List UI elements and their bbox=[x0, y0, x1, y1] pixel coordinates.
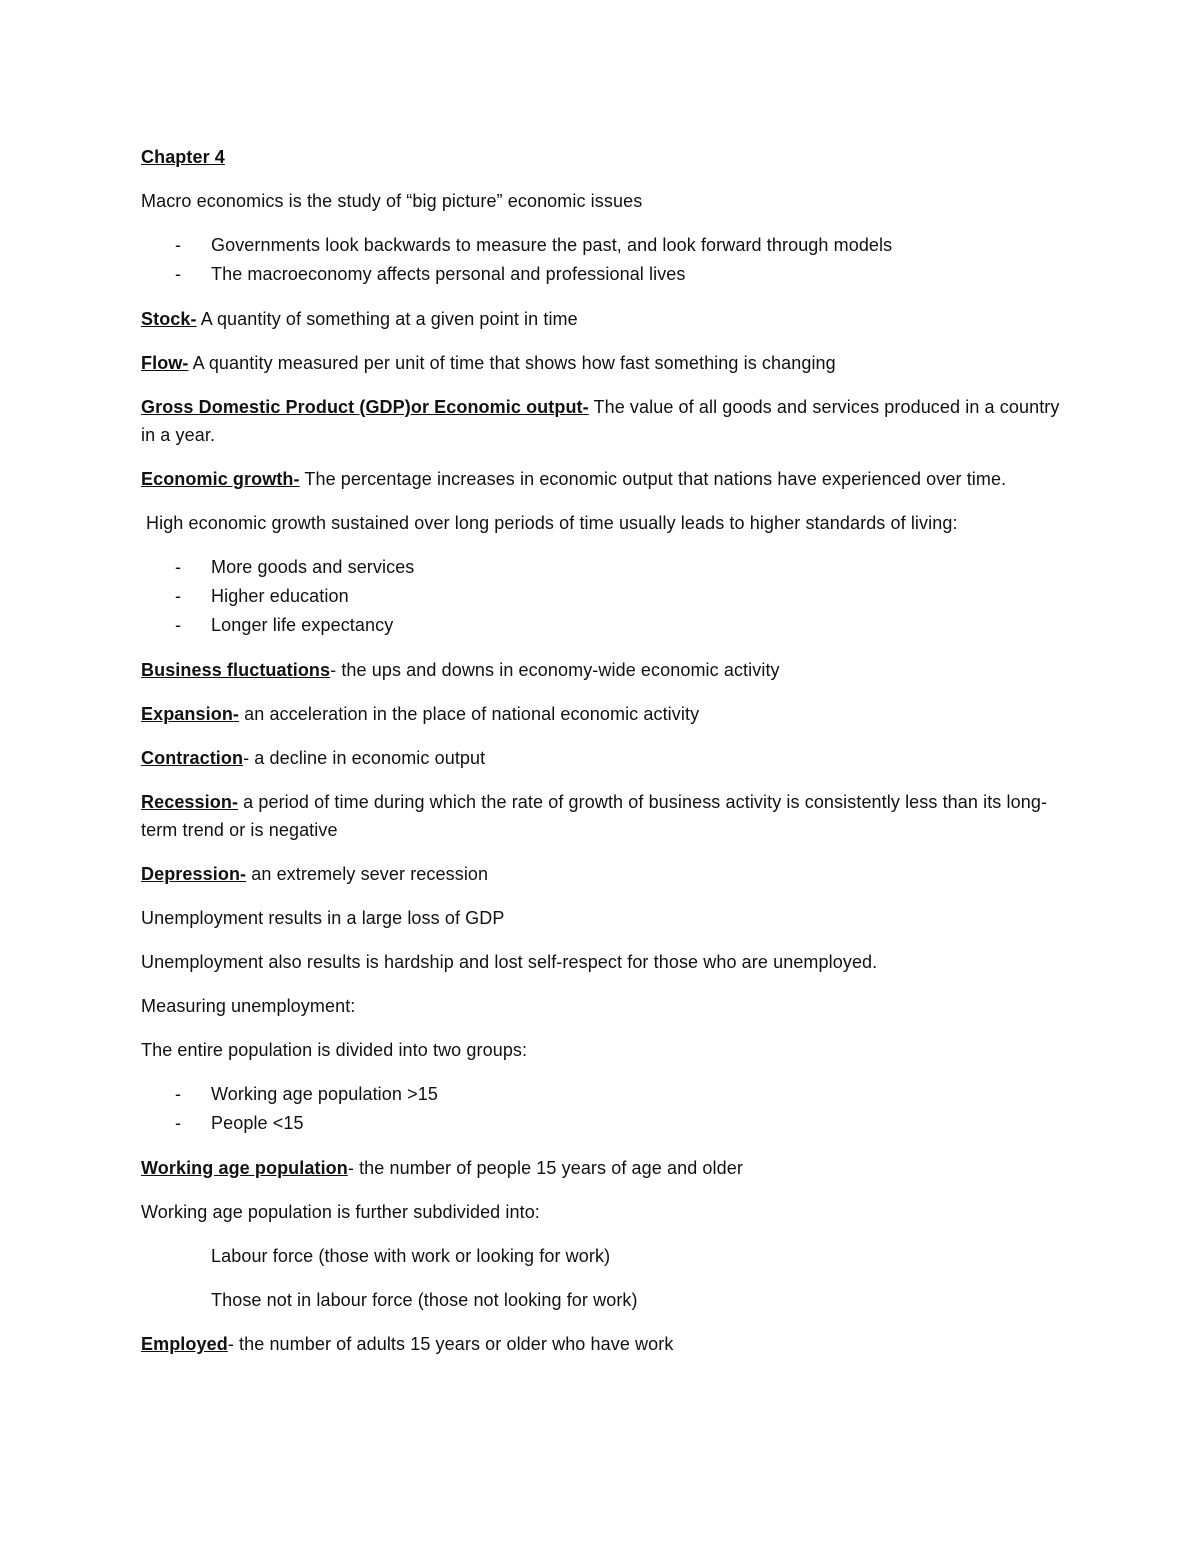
list-item-text: People <15 bbox=[211, 1113, 304, 1133]
term-recession: Recession- bbox=[141, 792, 239, 812]
labour-force-item: Labour force (those with work or looking for work) bbox=[211, 1246, 611, 1266]
list-item-text: Governments look backwards to measure the past, and look forward through models bbox=[211, 235, 893, 255]
definition-economic-growth bbox=[141, 465, 1061, 493]
list-item-text: More goods and services bbox=[211, 557, 415, 577]
list-item-text: Working age population >15 bbox=[211, 1084, 438, 1104]
bullet-dash: - bbox=[175, 557, 182, 577]
unemployment-statement-2: Unemployment also results is hardship and lost self-respect for those who are unemployed. bbox=[141, 952, 878, 972]
growth-bullet-list bbox=[141, 553, 1061, 640]
list-item-text: Longer life expectancy bbox=[211, 615, 394, 635]
intro-paragraph: Macro economics is the study of “big picture” economic issues bbox=[141, 191, 643, 211]
definition-text: The value of all goods and services produced in a country in a year. bbox=[141, 397, 1060, 445]
list-item bbox=[141, 260, 1061, 289]
definition-employed bbox=[141, 1330, 1061, 1358]
definition-text: - the ups and downs in economy-wide economic activity bbox=[330, 660, 780, 680]
list-item bbox=[141, 1080, 1061, 1109]
chapter-title: Chapter 4 bbox=[141, 147, 225, 167]
list-item-text: The macroeconomy affects personal and professional lives bbox=[211, 264, 686, 284]
population-intro: The entire population is divided into two groups: bbox=[141, 1040, 528, 1060]
term-gdp: Gross Domestic Product (GDP)or Economic output- bbox=[141, 397, 589, 417]
definition-text: A quantity measured per unit of time that shows how fast something is changing bbox=[188, 353, 836, 373]
term-depression: Depression- bbox=[141, 864, 247, 884]
definition-flow bbox=[141, 349, 1061, 377]
term-economic-growth: Economic growth- bbox=[141, 469, 300, 489]
growth-note: High economic growth sustained over long periods of time usually leads to higher standards of living: bbox=[146, 513, 958, 533]
unemployment-statement-1: Unemployment results in a large loss of GDP bbox=[141, 908, 505, 928]
definition-text: The percentage increases in economic output that nations have experienced over time. bbox=[299, 469, 1007, 489]
definition-depression bbox=[141, 860, 1061, 888]
list-item bbox=[141, 611, 1061, 640]
definition-text: an extremely sever recession bbox=[246, 864, 489, 884]
list-item bbox=[141, 553, 1061, 582]
term-working-age-population: Working age population bbox=[141, 1158, 348, 1178]
definition-text: - the number of people 15 years of age and older bbox=[347, 1158, 743, 1178]
bullet-dash: - bbox=[175, 586, 182, 606]
term-employed: Employed bbox=[141, 1334, 228, 1354]
definition-text: A quantity of something at a given point in time bbox=[196, 309, 578, 329]
term-contraction: Contraction bbox=[141, 748, 244, 768]
subdivided-intro: Working age population is further subdivided into: bbox=[141, 1202, 540, 1222]
list-item bbox=[141, 1109, 1061, 1138]
definition-text: a period of time during which the rate of growth of business activity is consistently less than its long-term trend or is negative bbox=[141, 792, 1048, 840]
definition-expansion bbox=[141, 700, 1061, 728]
definition-text: - a decline in economic output bbox=[243, 748, 486, 768]
intro-bullet-list bbox=[141, 231, 1061, 289]
definition-business-fluctuations bbox=[141, 656, 1061, 684]
definition-recession bbox=[141, 788, 1061, 844]
bullet-dash: - bbox=[175, 264, 182, 284]
term-business-fluctuations: Business fluctuations bbox=[141, 660, 331, 680]
not-labour-force-item: Those not in labour force (those not looking for work) bbox=[211, 1290, 638, 1310]
document-body bbox=[141, 143, 1061, 1374]
term-stock: Stock- bbox=[141, 309, 197, 329]
definition-working-age-population bbox=[141, 1154, 1061, 1182]
population-bullet-list bbox=[141, 1080, 1061, 1138]
bullet-dash: - bbox=[175, 1113, 182, 1133]
definition-text: - the number of adults 15 years or older who have work bbox=[227, 1334, 674, 1354]
term-flow: Flow- bbox=[141, 353, 189, 373]
definition-stock bbox=[141, 305, 1061, 333]
list-item bbox=[141, 231, 1061, 260]
list-item bbox=[141, 582, 1061, 611]
measuring-heading: Measuring unemployment: bbox=[141, 996, 356, 1016]
definition-gdp bbox=[141, 393, 1061, 449]
definition-text: an acceleration in the place of national economic activity bbox=[239, 704, 700, 724]
list-item-text: Higher education bbox=[211, 586, 349, 606]
bullet-dash: - bbox=[175, 235, 182, 255]
definition-contraction bbox=[141, 744, 1061, 772]
bullet-dash: - bbox=[175, 1084, 182, 1104]
chapter-heading bbox=[141, 143, 1061, 171]
bullet-dash: - bbox=[175, 615, 182, 635]
term-expansion: Expansion- bbox=[141, 704, 240, 724]
